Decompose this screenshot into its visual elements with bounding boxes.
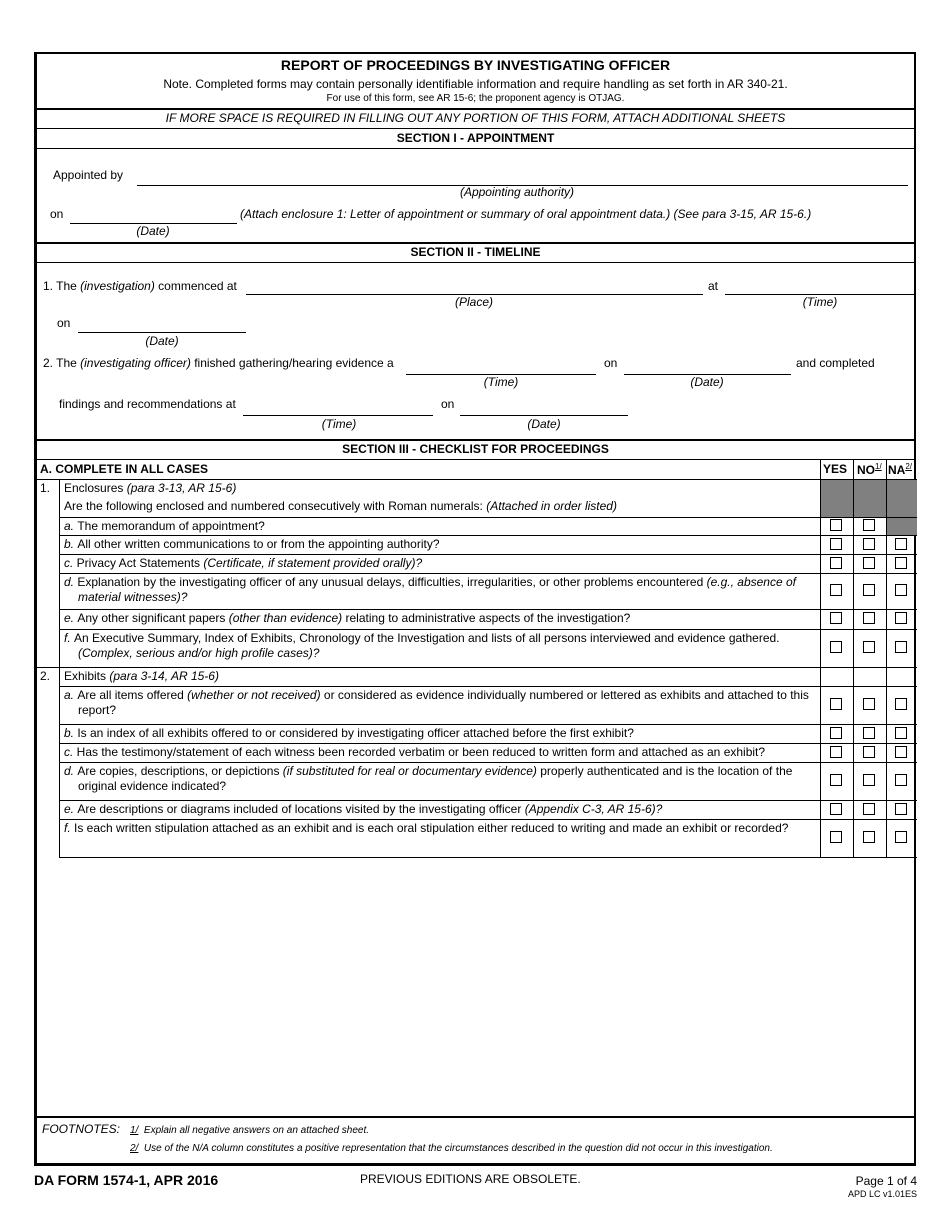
divider: [37, 108, 914, 110]
time-caption: (Time): [802, 295, 838, 309]
q2-title: Exhibits (para 3-14, AR 15-6): [64, 669, 219, 683]
divider: [37, 128, 914, 129]
appointed-by-label: Appointed by: [53, 168, 124, 182]
shaded-cell: [821, 480, 853, 517]
q1-item-d-no-checkbox[interactable]: [863, 584, 875, 596]
q2-item-d: d. Are copies, descriptions, or depictions (if substituted for real or documentary evidence) properly authenticated and is the location of the original evidence indicated?: [64, 764, 793, 793]
q2-item-c-no-checkbox[interactable]: [863, 746, 875, 758]
row-divider: [59, 573, 917, 574]
q2-item-b: b. Is an index of all exhibits offered to or considered by investigating officer attached before the first exhibit?: [64, 726, 634, 740]
row-divider: [59, 517, 917, 518]
row-divider: [59, 724, 917, 725]
q2-item-f-yes-checkbox[interactable]: [830, 831, 842, 843]
section3-heading: SECTION III - CHECKLIST FOR PROCEEDINGS: [342, 442, 609, 456]
q2-item-f-na-checkbox[interactable]: [895, 831, 907, 843]
q1-item-a: a. The memorandum of appointment?: [64, 519, 265, 533]
and-completed-label: and completed: [796, 356, 875, 370]
header-divider: [37, 479, 917, 480]
q2-number: 2.: [40, 669, 51, 683]
section1-heading: SECTION I - APPOINTMENT: [396, 131, 555, 145]
version-label: APD LC v1.01ES: [847, 1189, 917, 1199]
q1-item-d-yes-checkbox[interactable]: [830, 584, 842, 596]
checklist: [37, 459, 917, 857]
form-id: DA FORM 1574-1, APR 2016: [34, 1172, 219, 1188]
q2-item-e-no-checkbox[interactable]: [863, 803, 875, 815]
findings-time-field[interactable]: [243, 415, 433, 416]
q1-item-e: e. Any other significant papers (other than evidence) relating to administrative aspects of the investigation?: [64, 611, 631, 625]
q1-item-e-no-checkbox[interactable]: [863, 612, 875, 624]
q1-item-d: d. Explanation by the investigating officer of any unusual delays, difficulties, irregularities, or other problems encountered (e.g., absence of material witnesses)?: [64, 575, 796, 604]
row-divider: [59, 819, 917, 820]
row-divider: [59, 857, 917, 858]
q1-item-b: b. All other written communications to or from the appointing authority?: [64, 537, 440, 551]
q1-item-f: f. An Executive Summary, Index of Exhibits, Chronology of the Investigation and lists of all persons interviewed and evidence gathered. (Complex, serious and/or high profile cases)?: [64, 631, 780, 660]
q2-item-a-yes-checkbox[interactable]: [830, 698, 842, 710]
q1-item-a-no-checkbox[interactable]: [863, 519, 875, 531]
row-divider: [59, 686, 917, 687]
col-yes-header: YES: [823, 462, 848, 476]
col-no-header: $NO^{1/}$: [857, 462, 882, 477]
obsolete-notice: PREVIOUS EDITIONS ARE OBSOLETE.: [360, 1172, 581, 1186]
divider: [37, 262, 914, 263]
time-caption: (Time): [483, 375, 519, 389]
divider: [37, 148, 914, 149]
q1-item-d-na-checkbox[interactable]: [895, 584, 907, 596]
date-caption: (Date): [136, 224, 170, 238]
q2-item-a: a. Are all items offered (whether or not received) or considered as evidence individually numbered or lettered as exhibits and attached to this report?: [64, 688, 809, 717]
q1-item-c: c. Privacy Act Statements (Certificate, if statement provided orally)?: [64, 556, 423, 570]
q2-item-a-no-checkbox[interactable]: [863, 698, 875, 710]
part-a-heading: A. COMPLETE IN ALL CASES: [40, 462, 209, 476]
column-divider: [59, 479, 60, 857]
q2-item-c: c. Has the testimony/statement of each witness been recorded verbatim or been reduced to written form and attached as an exhibit?: [64, 745, 766, 759]
column-divider: [820, 459, 821, 857]
q1-item-f-no-checkbox[interactable]: [863, 641, 875, 653]
shaded-cell: [854, 480, 886, 517]
q1-number: 1.: [40, 481, 51, 495]
footnotes-label: FOOTNOTES:: [42, 1122, 120, 1136]
q2-item-f: f. Is each written stipulation attached as an exhibit and is each oral stipulation either reduced to writing and made an exhibit or recorded?: [64, 821, 789, 835]
commenced-date-field[interactable]: [78, 332, 246, 333]
section2-heading: SECTION II - TIMELINE: [410, 245, 541, 259]
use-line: For use of this form, see AR 15-6; the proponent agency is OTJAG.: [326, 93, 625, 104]
column-divider: [886, 459, 887, 857]
at-label: at: [708, 279, 719, 293]
q2-item-a-na-checkbox[interactable]: [895, 698, 907, 710]
q1-intro: Are the following enclosed and numbered consecutively with Roman numerals: (Attached in order listed): [64, 499, 617, 513]
row-divider: [59, 762, 917, 763]
row-divider: [37, 667, 917, 668]
page-number: Page 1 of 4: [855, 1174, 917, 1188]
on-label: on: [441, 397, 455, 411]
q1-item-e-na-checkbox[interactable]: [895, 612, 907, 624]
row-divider: [59, 535, 917, 536]
row-divider: [59, 609, 917, 610]
space-notice: IF MORE SPACE IS REQUIRED IN FILLING OUT ANY PORTION OF THIS FORM, ATTACH ADDITIONAL SHEETS: [165, 111, 786, 125]
q1-item-c-no-checkbox[interactable]: [863, 557, 875, 569]
divider: [37, 1116, 914, 1118]
timeline-item-2: 2. The (investigating officer) finished gathering/hearing evidence a: [43, 356, 394, 370]
q2-item-e-yes-checkbox[interactable]: [830, 803, 842, 815]
q1-item-c-yes-checkbox[interactable]: [830, 557, 842, 569]
row-divider: [59, 629, 917, 630]
footnote-1: 1/ Explain all negative answers on an attached sheet.: [130, 1125, 370, 1136]
q2-item-b-no-checkbox[interactable]: [863, 727, 875, 739]
place-caption: (Place): [454, 295, 493, 309]
q2-item-e-na-checkbox[interactable]: [895, 803, 907, 815]
q1-item-f-yes-checkbox[interactable]: [830, 641, 842, 653]
q1-item-b-no-checkbox[interactable]: [863, 538, 875, 550]
q1-item-b-na-checkbox[interactable]: [895, 538, 907, 550]
date-caption: (Date): [145, 334, 179, 348]
date-caption: (Date): [690, 375, 724, 389]
divider: [37, 242, 914, 244]
pii-note: Note. Completed forms may contain personally identifiable information and require handling as set forth in AR 340-21.: [163, 77, 788, 91]
q2-item-d-na-checkbox[interactable]: [895, 774, 907, 786]
findings-label: findings and recommendations at: [59, 397, 236, 411]
footnote-2: 2/ Use of the N/A column constitutes a positive representation that the circumstances described in the question did not occur in this investigation.: [130, 1143, 773, 1154]
on-label: on: [604, 356, 618, 370]
q2-item-c-yes-checkbox[interactable]: [830, 746, 842, 758]
q1-item-c-na-checkbox[interactable]: [895, 557, 907, 569]
findings-date-field[interactable]: [460, 415, 628, 416]
row-divider: [59, 800, 917, 801]
q2-item-d-no-checkbox[interactable]: [863, 774, 875, 786]
row-divider: [59, 554, 917, 555]
on-label: on: [50, 207, 64, 221]
q1-item-e-yes-checkbox[interactable]: [830, 612, 842, 624]
on-label: on: [57, 316, 71, 330]
attach-enclosure-text: (Attach enclosure 1: Letter of appointment or summary of oral appointment data.) (See para 3-15, AR 15-6.): [240, 207, 812, 221]
q1-item-a-yes-checkbox[interactable]: [830, 519, 842, 531]
col-na-header: $NA^{2/}$: [888, 462, 913, 477]
q1-item-f-na-checkbox[interactable]: [895, 641, 907, 653]
date-caption: (Date): [527, 417, 561, 431]
q2-item-e: e. Are descriptions or diagrams included of locations visited by the investigating officer (Appendix C-3, AR 15-6)?: [64, 802, 663, 816]
time-caption: (Time): [321, 417, 357, 431]
timeline-item-1: 1. The (investigation) commenced at: [43, 279, 237, 293]
appointing-authority-caption: (Appointing authority): [459, 185, 575, 199]
q2-item-f-no-checkbox[interactable]: [863, 831, 875, 843]
form-title: REPORT OF PROCEEDINGS BY INVESTIGATING OFFICER: [280, 57, 671, 73]
q2-item-b-yes-checkbox[interactable]: [830, 727, 842, 739]
divider: [37, 439, 914, 441]
shaded-cell: [887, 480, 917, 517]
q1-item-b-yes-checkbox[interactable]: [830, 538, 842, 550]
column-divider: [853, 459, 854, 857]
q2-item-b-na-checkbox[interactable]: [895, 727, 907, 739]
shaded-cell: [887, 518, 917, 535]
q2-item-c-na-checkbox[interactable]: [895, 746, 907, 758]
q2-item-d-yes-checkbox[interactable]: [830, 774, 842, 786]
row-divider: [59, 743, 917, 744]
q1-title: Enclosures (para 3-13, AR 15-6): [64, 481, 237, 495]
form-frame: [34, 52, 916, 1166]
